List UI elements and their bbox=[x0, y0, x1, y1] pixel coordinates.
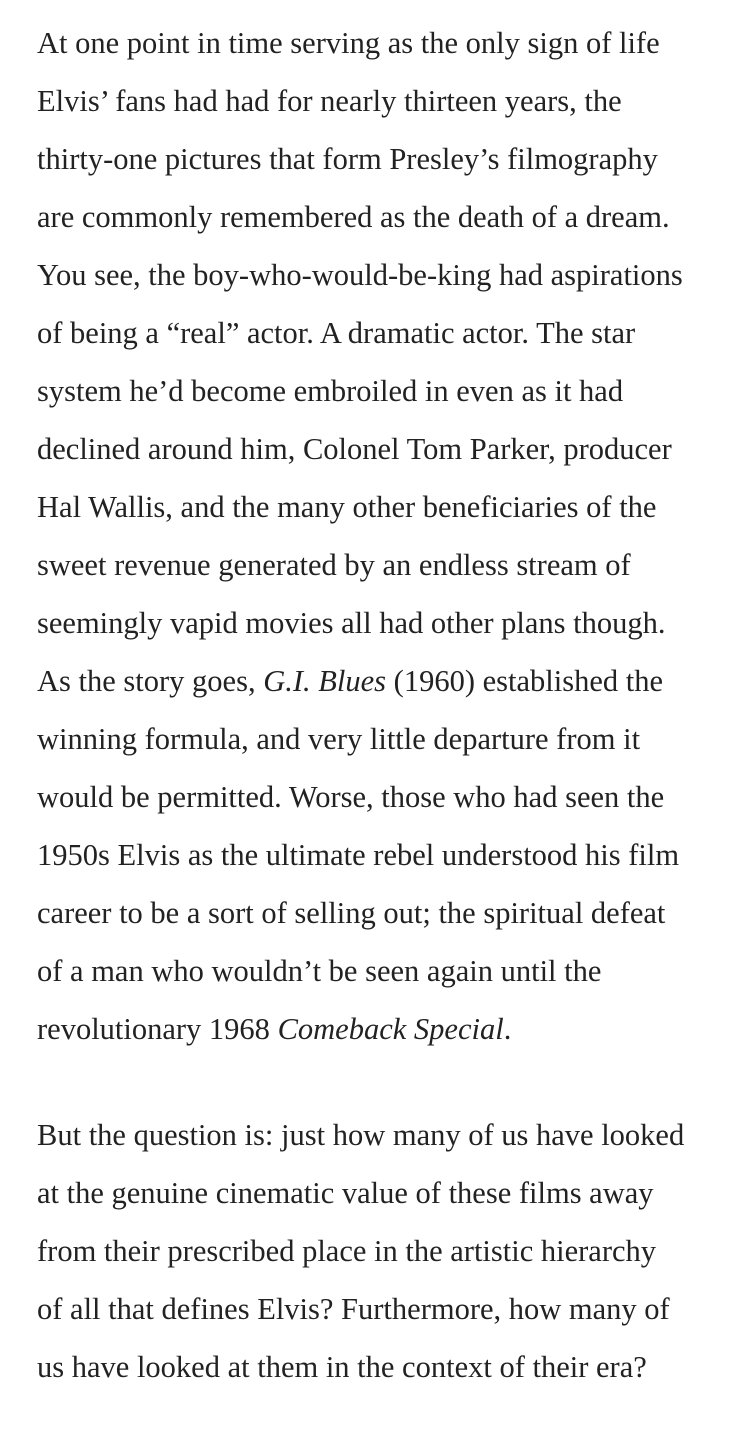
article-body bbox=[37, 14, 753, 1444]
text-segment: . bbox=[503, 1012, 512, 1046]
text-line: would be permitted. Worse, those who had seen the bbox=[37, 780, 665, 814]
text-line: career to be a sort of selling out; the spiritual defeat bbox=[37, 896, 666, 930]
text-line: at the genuine cinematic value of these films away bbox=[37, 1176, 654, 1210]
text-line: winning formula, and very little departure from it bbox=[37, 722, 641, 756]
text-segment: (1960) established the bbox=[386, 664, 664, 698]
text-line: of being a “real” actor. A dramatic actor. The star bbox=[37, 316, 636, 350]
text-line: system he’d become embroiled in even as it had bbox=[37, 374, 624, 408]
text-line: You see, the boy-who-would-be-king had aspirations bbox=[37, 258, 683, 292]
text-line: sweet revenue generated by an endless stream of bbox=[37, 548, 631, 582]
text-line: declined around him, Colonel Tom Parker, producer bbox=[37, 432, 672, 466]
text-segment: revolutionary 1968 bbox=[37, 1012, 278, 1046]
text-line: But the question is: just how many of us have looked bbox=[37, 1118, 685, 1152]
text-line-with-special-title bbox=[37, 1000, 753, 1058]
text-line: of all that defines Elvis? Furthermore, how many of bbox=[37, 1292, 670, 1326]
text-line: us have looked at them in the context of their era? bbox=[37, 1350, 647, 1384]
text-segment: As the story goes, bbox=[37, 664, 264, 698]
text-line: seemingly vapid movies all had other plans though. bbox=[37, 606, 666, 640]
text-line: of a man who wouldn’t be seen again until the bbox=[37, 954, 602, 988]
text-line-with-film-title bbox=[37, 652, 753, 710]
text-line: thirty-one pictures that form Presley’s filmography bbox=[37, 142, 658, 176]
text-line: Hal Wallis, and the many other beneficiaries of the bbox=[37, 490, 657, 524]
text-line: are commonly remembered as the death of a dream. bbox=[37, 200, 670, 234]
text-line: from their prescribed place in the artistic hierarchy bbox=[37, 1234, 657, 1268]
film-title-gi-blues: G.I. Blues bbox=[263, 664, 387, 698]
text-line: At one point in time serving as the only sign of life bbox=[37, 26, 660, 60]
special-title-comeback-special: Comeback Special bbox=[277, 1012, 504, 1046]
text-line: Elvis’ fans had had for nearly thirteen years, the bbox=[37, 84, 622, 118]
paragraph-2 bbox=[37, 1106, 753, 1396]
text-line: 1950s Elvis as the ultimate rebel understood his film bbox=[37, 838, 680, 872]
paragraph-1 bbox=[37, 14, 753, 1058]
